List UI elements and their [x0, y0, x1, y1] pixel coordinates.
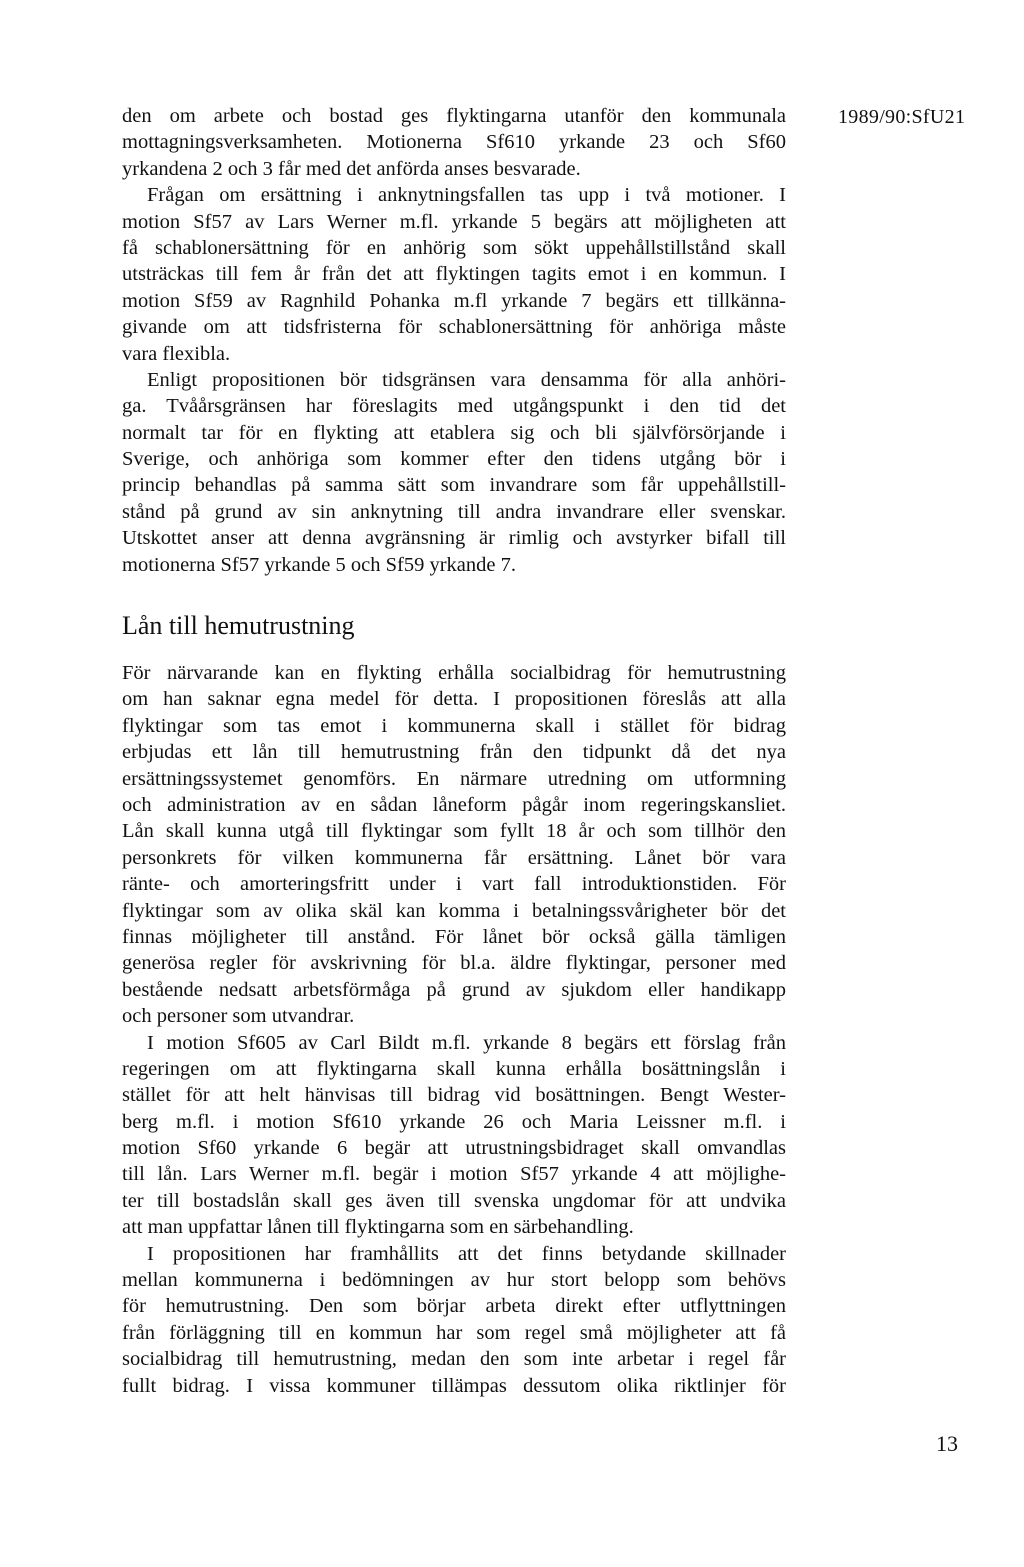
- text-line: personkrets för vilken kommunerna får ersättning. Lånet bör vara: [122, 846, 786, 869]
- document-reference: 1989/90:SfU21: [838, 106, 966, 128]
- text-line: till lån. Lars Werner m.fl. begär i motion Sf57 yrkande 4 att möjlighe-: [122, 1163, 786, 1186]
- text-line: ränte- och amorteringsfritt under i vart fall introduktionstiden. För: [122, 873, 786, 896]
- text-line: erbjudas ett lån till hemutrustning från den tidpunkt då det nya: [122, 741, 786, 764]
- paragraph: [122, 367, 786, 578]
- text-line: Lån skall kunna utgå till flyktingar som fyllt 18 år och som tillhör den: [122, 820, 786, 843]
- text-line: princip behandlas på samma sätt som invandrare som får uppehållstill-: [122, 474, 786, 497]
- text-line: generösa regler för avskrivning för bl.a. äldre flyktingar, personer med: [122, 952, 786, 975]
- text-line: givande om att tidsfristerna för schablonersättning för anhöriga måste: [122, 316, 786, 339]
- text-line: få schablonersättning för en anhörig som sökt uppehållstillstånd skall: [122, 236, 786, 259]
- text-line: motion Sf59 av Ragnhild Pohanka m.fl yrkande 7 begärs ett tillkänna-: [122, 289, 786, 312]
- text-line: utsträckas till fem år från det att flyktingen tagits emot i en kommun. I: [122, 263, 786, 286]
- section-2: [122, 660, 786, 1399]
- text-line: stället för att helt hänvisas till bidrag vid bosättningen. Bengt Wester-: [122, 1084, 786, 1107]
- text-line: I propositionen har framhållits att det finns betydande skillnader: [147, 1242, 786, 1265]
- paragraph: [122, 182, 786, 367]
- text-line: stånd på grund av sin anknytning till andra invandrare eller svenskar.: [122, 500, 786, 523]
- text-line: motion Sf60 yrkande 6 begär att utrustningsbidraget skall omvandlas: [122, 1137, 786, 1160]
- text-line: från förläggning till en kommun har som regel små möjligheter att få: [122, 1321, 786, 1344]
- page-number: 13: [936, 1431, 958, 1456]
- paragraph: [122, 103, 786, 182]
- text-line: mellan kommunerna i bedömningen av hur stort belopp som behövs: [122, 1269, 786, 1292]
- text-line: Enligt propositionen bör tidsgränsen vara densamma för alla anhöri-: [147, 368, 786, 391]
- text-line: mottagningsverksamheten. Motionerna Sf610 yrkande 23 och Sf60: [122, 131, 786, 154]
- section-1: [122, 103, 786, 578]
- text-line: och personer som utvandrar.: [122, 1005, 355, 1028]
- text-line: motion Sf57 av Lars Werner m.fl. yrkande 5 begärs att möjligheten att: [122, 210, 786, 233]
- text-line: bestående nedsatt arbetsförmåga på grund av sjukdom eller handikapp: [122, 978, 786, 1001]
- text-line: yrkandena 2 och 3 får med det anförda anses besvarade.: [122, 157, 581, 180]
- text-line: fullt bidrag. I vissa kommuner tillämpas dessutom olika riktlinjer för: [122, 1374, 786, 1397]
- text-line: Frågan om ersättning i anknytningsfallen tas upp i två motioner. I: [147, 184, 786, 207]
- text-line: motionerna Sf57 yrkande 5 och Sf59 yrkande 7.: [122, 553, 516, 576]
- text-line: I motion Sf605 av Carl Bildt m.fl. yrkande 8 begärs ett förslag från: [147, 1031, 786, 1054]
- text-line: flyktingar som av olika skäl kan komma i betalningssvårigheter bör det: [122, 899, 786, 922]
- text-line: finnas möjligheter till anstånd. För lånet bör också gälla tämligen: [122, 925, 786, 948]
- paragraph: [122, 660, 786, 1029]
- paragraph: [122, 1241, 786, 1399]
- text-line: ga. Tvåårsgränsen har föreslagits med utgångspunkt i den tid det: [122, 395, 786, 418]
- text-line: socialbidrag till hemutrustning, medan den som inte arbetar i regel får: [122, 1348, 786, 1371]
- text-line: att man uppfattar lånen till flyktingarna som en särbehandling.: [122, 1216, 634, 1239]
- text-line: ersättningssystemet genomförs. En närmare utredning om utformning: [122, 767, 786, 790]
- text-line: normalt tar för en flykting att etablera sig och bli självförsörjande i: [122, 421, 786, 444]
- text-line: regeringen om att flyktingarna skall kunna erhålla bosättningslån i: [122, 1057, 786, 1080]
- text-line: Sverige, och anhöriga som kommer efter den tidens utgång bör i: [122, 448, 786, 471]
- body-column: [122, 103, 786, 1399]
- text-line: flyktingar som tas emot i kommunerna skall i stället för bidrag: [122, 714, 786, 737]
- text-line: om han saknar egna medel för detta. I propositionen föreslås att alla: [122, 688, 786, 711]
- text-line: för hemutrustning. Den som börjar arbeta direkt efter utflyttningen: [122, 1295, 786, 1318]
- text-line: berg m.fl. i motion Sf610 yrkande 26 och Maria Leissner m.fl. i: [122, 1110, 786, 1133]
- text-line: Utskottet anser att denna avgränsning är rimlig och avstyrker bifall till: [122, 527, 786, 550]
- text-line: den om arbete och bostad ges flyktingarna utanför den kommunala: [122, 105, 786, 127]
- text-line: För närvarande kan en flykting erhålla socialbidrag för hemutrustning: [122, 662, 786, 685]
- text-line: vara flexibla.: [122, 342, 231, 365]
- text-line: och administration av en sådan låneform pågår inom regeringskansliet.: [122, 793, 786, 816]
- section-heading: Lån till hemutrustning: [122, 611, 355, 641]
- text-line: ter till bostadslån skall ges även till svenska ungdomar för att undvika: [122, 1189, 786, 1212]
- paragraph: [122, 1030, 786, 1241]
